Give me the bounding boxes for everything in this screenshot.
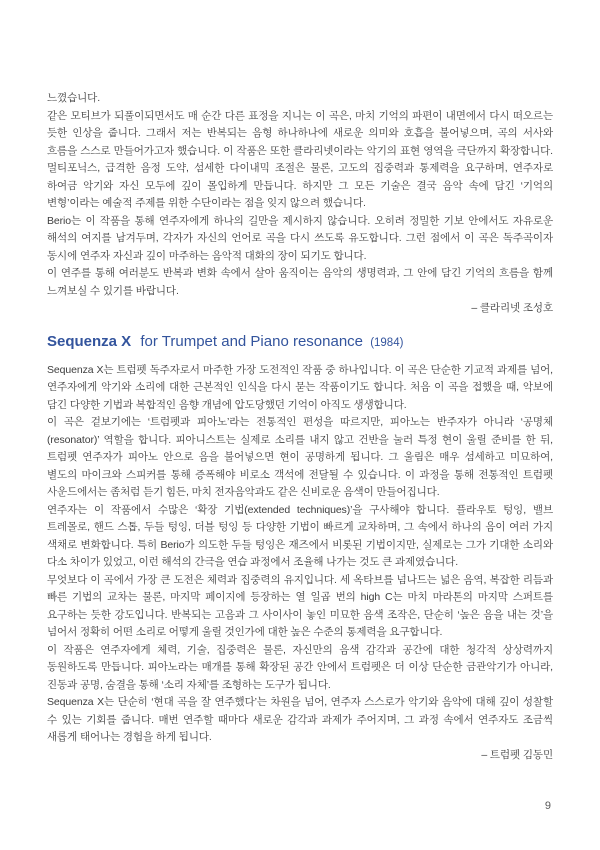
section-heading <box>47 332 553 353</box>
heading-subtitle: for Trumpet and Piano resonance <box>140 332 364 350</box>
page-number: 9 <box>544 800 551 812</box>
attribution-clarinet: – 클라리넷 조성호 <box>471 302 553 314</box>
paragraph: Berio는 이 작품을 통해 연주자에게 하나의 길만을 제시하지 않습니다. 오히려 정밀한 기보 안에서도 자유로운 해석의 여지를 남겨두며, 각자가 자신의 언어로 곡을 다시 쓰도록 유도합니다. 그런 점에서 이 곡은 독주곡이자 동시에 연주자 자신과 깊이 마주하는 음악적 대화의 장이 되기도 합니다. <box>47 214 553 262</box>
heading-title: Sequenza X <box>47 332 132 350</box>
program-notes-content <box>47 90 553 764</box>
paragraph: 연주자는 이 작품에서 수많은 ‘확장 기법(extended techniques)’을 구사해야 합니다. 플라우토 텅잉, 밸브 트레몰로, 핸드 스톱, 두들 텅잉, 더블 텅잉 등 다양한 기법이 빠르게 교차하며, 그 속에서 하나의 음이 여러 가지 색채로 변화합니다. 특히 Berio가 의도한 두들 텅잉은 재즈에서 비롯된 기법이지만, 실제로는 그가 기대한 소리와 다소 차이가 있었고, 이런 해석의 간극을 연습 과정에서 조율해 나가는 것도 큰 과제였습니다. <box>47 503 553 568</box>
paragraph: 이 작품은 연주자에게 체력, 기술, 집중력은 물론, 자신만의 음색 감각과 공간에 대한 청각적 상상력까지 동원하도록 만듭니다. 피아노라는 매개를 통해 확장된 공간 안에서 트럼펫은 더 이상 단순한 금관악기가 아니라, 진동과 공명, 숨결을 통해 ‘소리 자체’를 조형하는 도구가 됩니다. <box>47 643 553 691</box>
paragraph: 느꼈습니다. <box>47 92 101 104</box>
paragraph: 무엇보다 이 곡에서 가장 큰 도전은 체력과 집중력의 유지입니다. 세 옥타브를 넘나드는 넓은 음역, 복잡한 리듬과 빠른 기법의 교차는 물론, 마지막 페이지에 등장하는 열 일곱 번의 high C는 마치 마라톤의 마지막 스퍼트를 요구하는 듯한 강도입니다. 반복되는 고음과 그 사이사이 놓인 미묘한 음색 조작은, 단순히 ‘높은 음을 내는 것’을 넘어서 정확히 어떤 소리로 어떻게 울릴 것인가에 대한 높은 수준의 통제력을 요구합니다. <box>47 573 553 638</box>
paragraph: Sequenza X는 단순히 ‘현대 곡을 잘 연주했다’는 차원을 넘어, 연주자 스스로가 악기와 음악에 대해 깊이 성찰할 수 있는 기회를 줍니다. 매번 연주할 때마다 새로운 감각과 과제가 주어지며, 그 과정 속에서 연주자도 조금씩 새롭게 태어나는 경험을 하게 됩니다. <box>47 696 553 743</box>
trumpet-note-section <box>47 332 553 765</box>
attribution-trumpet: – 트럼펫 김동민 <box>481 748 553 761</box>
clarinet-note-section <box>47 90 553 318</box>
paragraph: Sequenza X는 트럼펫 독주자로서 마주한 가장 도전적인 작품 중 하나입니다. 이 곡은 단순한 기교적 과제를 넘어, 연주자에게 악기와 소리에 대한 근본적인 인식을 다시 묻는 작품이기도 합니다. 처음 이 곡을 접했을 때, 악보에 담긴 다양한 기법과 복합적인 음향 개념에 압도당했던 기억이 아직도 생생합니다. <box>47 363 553 411</box>
paragraph: 이 곡은 겉보기에는 ‘트럼펫과 피아노’라는 전통적인 편성을 따르지만, 피아노는 반주자가 아니라 ‘공명체(resonator)’ 역할을 합니다. 피아니스트는 실제로 소리를 내지 않고 건반을 눌러 특정 현이 울릴 준비를 한 뒤, 트럼펫 연주자가 피아노 안으로 음을 불어넣으면 현이 공명하게 됩니다. 그 울림은 매우 섬세하고 미묘하여, 별도의 마이크와 스피커를 통해 증폭해야 비로소 객석에 전달될 수 있습니다. 이 과정을 통해 전통적인 트럼펫 사운드에서는 좀처럼 듣기 힘든, 마치 전자음악과도 같은 신비로운 음색이 만들어집니다. <box>47 416 553 498</box>
heading-year: (1984) <box>370 336 404 349</box>
paragraph: 이 연주를 통해 여러분도 반복과 변화 속에서 살아 움직이는 음악의 생명력과, 그 안에 담긴 기억의 흐름을 함께 느껴보실 수 있기를 바랍니다. <box>47 267 553 297</box>
paragraph: 같은 모티브가 되풀이되면서도 매 순간 다른 표정을 지니는 이 곡은, 마치 기억의 파편이 내면에서 다시 떠오르는 듯한 인상을 줍니다. 그래서 저는 반복되는 음형 하나하나에 새로운 의미와 호흡을 불어넣으며, 곡의 서사와 흐름을 스스로 만들어가고자 했습니다. 이 작품은 또한 클라리넷이라는 악기의 표현 영역을 극단까지 확장합니다. 멀티포닉스, 급격한 음정 도약, 섬세한 다이내믹 조절은 물론, 고도의 집중력과 통제력을 요구하며, 연주자로 하여금 악기와 자신 모두에 깊이 몰입하게 만듭니다. 하지만 그 모든 기술은 결국 음악 속에 담긴 ‘기억의 변형’이라는 예술적 주제를 위한 수단이라는 점을 잊지 않으려 했습니다. <box>47 109 553 209</box>
